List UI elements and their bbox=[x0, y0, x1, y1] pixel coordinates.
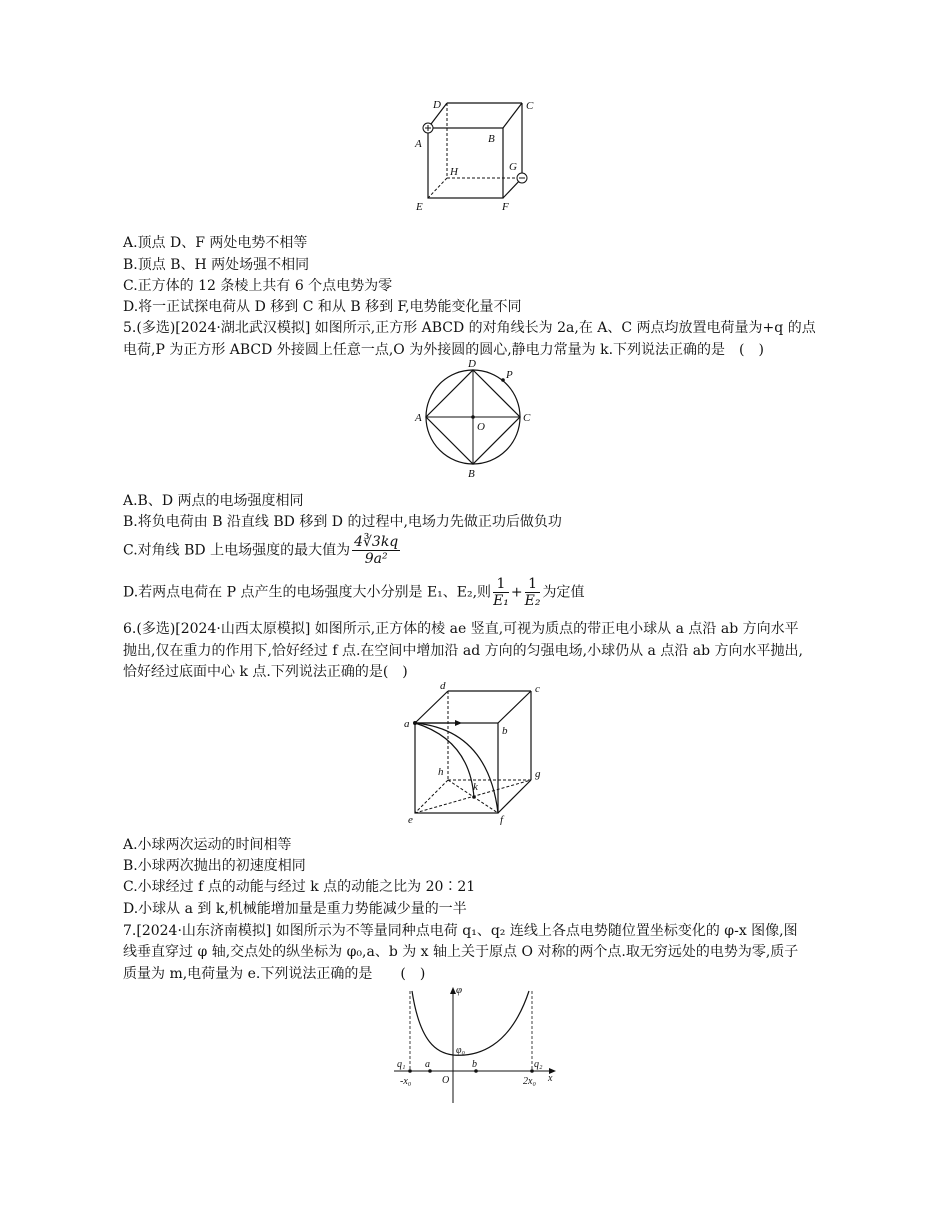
velocity-arrow-icon bbox=[455, 720, 462, 726]
svg-text:B: B bbox=[468, 468, 475, 480]
svg-text:C: C bbox=[523, 412, 531, 424]
q6-option-c: C.小球经过 f 点的动能与经过 k 点的动能之比为 20∶21 bbox=[123, 879, 476, 895]
svg-text:b: b bbox=[472, 1059, 477, 1070]
svg-text:D: D bbox=[468, 358, 476, 370]
svg-text:H: H bbox=[450, 166, 458, 178]
q6-stem-line1: 6.(多选)[2024·山西太原模拟] 如图所示,正方体的棱 ae 竖直,可视为质点的带正电小球从 a 点沿 ab 方向水平 bbox=[123, 621, 799, 637]
svg-text:A: A bbox=[415, 412, 422, 424]
square-circle-figure bbox=[413, 355, 538, 480]
svg-text:e: e bbox=[408, 814, 413, 825]
q7-stem-line2: 线垂直穿过 φ 轴,交点处的纵坐标为 φ₀,a、b 为 x 轴上关于原点 O 对称的两个点.取无穷远处的电势为零,质子 bbox=[123, 944, 799, 960]
q7-stem-line3: 质量为 m,电荷量为 e.下列说法正确的是 ( ) bbox=[123, 966, 426, 982]
svg-text:E: E bbox=[416, 201, 423, 213]
cube-projectile-figure bbox=[400, 680, 555, 825]
svg-text:b: b bbox=[502, 725, 508, 737]
svg-text:f: f bbox=[500, 814, 504, 825]
q6-option-d: D.小球从 a 到 k,机械能增加量是重力势能减少量的一半 bbox=[123, 901, 467, 917]
svg-text:A: A bbox=[415, 138, 422, 150]
q4-option-d: D.将一正试探电荷从 D 移到 C 和从 B 移到 F,电势能变化量不同 bbox=[123, 299, 522, 315]
svg-text:q₁: q₁ bbox=[397, 1059, 406, 1070]
negative-charge-icon bbox=[517, 173, 527, 183]
svg-text:q₂: q₂ bbox=[534, 1059, 543, 1070]
q5-option-c-fraction: $\frac{4∛3kq}{\text{9a²}}$ bbox=[354, 534, 399, 567]
q7-stem-line1: 7.[2024·山东济南模拟] 如图所示为不等量同种点电荷 q₁、q₂ 连线上各点电势随位置坐标变化的 φ-x 图像,图 bbox=[123, 923, 798, 939]
svg-text:O: O bbox=[442, 1075, 450, 1086]
svg-text:g: g bbox=[535, 768, 541, 780]
svg-text:a: a bbox=[404, 718, 410, 730]
phi-x-graph-figure bbox=[392, 983, 564, 1108]
q5-option-c-text: C.对角线 BD 上电场强度的最大值为 bbox=[123, 542, 351, 559]
q4-option-c: C.正方体的 12 条棱上共有 6 个点电势为零 bbox=[123, 278, 393, 294]
svg-text:d: d bbox=[440, 680, 446, 692]
svg-text:D: D bbox=[433, 99, 441, 111]
q6-option-a: A.小球两次运动的时间相等 bbox=[123, 837, 292, 853]
svg-text:2x₀: 2x₀ bbox=[523, 1076, 536, 1087]
q5-option-d-frac2: $\frac{1}{\text{E₂}}$ bbox=[524, 576, 541, 609]
q5-option-b: B.将负电荷由 B 沿直线 BD 移到 D 的过程中,电场力先做正功后做负功 bbox=[123, 514, 562, 530]
q5-stem-line1: 5.(多选)[2024·湖北武汉模拟] 如图所示,正方形 ABCD 的对角线长为 2a,在 A、C 两点均放置电荷量为+q 的点 bbox=[123, 320, 816, 336]
svg-text:c: c bbox=[535, 683, 540, 695]
svg-text:k: k bbox=[473, 781, 478, 793]
q5-option-d: D.若两点电荷在 P 点产生的电场强度大小分别是 E₁、E₂,则 $\frac{1}{\text{E₁}}$ + $\frac{1}{\text{E₂}}$ 为定值 bbox=[123, 576, 585, 609]
svg-text:φ: φ bbox=[456, 984, 463, 996]
svg-text:h: h bbox=[438, 766, 444, 778]
q5-option-a: A.B、D 两点的电场强度相同 bbox=[123, 493, 304, 509]
positive-charge-icon bbox=[423, 123, 433, 133]
q5-option-d-text: D.若两点电荷在 P 点产生的电场强度大小分别是 E₁、E₂,则 bbox=[123, 584, 492, 601]
svg-text:-x₀: -x₀ bbox=[400, 1076, 412, 1087]
svg-text:F: F bbox=[502, 201, 509, 213]
svg-text:φ₀: φ₀ bbox=[456, 1045, 466, 1056]
q4-option-b: B.顶点 B、H 两处场强不相同 bbox=[123, 257, 310, 273]
q4-option-a: A.顶点 D、F 两处电势不相等 bbox=[123, 235, 308, 251]
svg-text:x: x bbox=[548, 1073, 553, 1084]
q6-stem-line3: 恰好经过底面中心 k 点.下列说法正确的是( ) bbox=[123, 664, 408, 680]
svg-text:C: C bbox=[526, 100, 534, 112]
svg-text:P: P bbox=[506, 369, 513, 381]
q5-option-d-frac1: $\frac{1}{\text{E₁}}$ bbox=[493, 576, 509, 609]
svg-text:B: B bbox=[488, 133, 495, 145]
q6-stem-line2: 抛出,仅在重力的作用下,恰好经过 f 点.在空间中增加沿 ad 方向的匀强电场,小球仍从 a 点沿 ab 方向水平抛出, bbox=[123, 643, 803, 659]
cube-charges-figure bbox=[410, 95, 535, 215]
q5-option-c bbox=[123, 534, 402, 567]
svg-text:O: O bbox=[477, 421, 485, 433]
q5-stem-line2: 电荷,P 为正方形 ABCD 外接圆上任意一点,O 为外接圆的圆心,静电力常量为 k.下列说法正确的是 ( ) bbox=[123, 342, 764, 358]
svg-text:a: a bbox=[425, 1059, 430, 1070]
q6-option-b: B.小球两次抛出的初速度相同 bbox=[123, 858, 306, 874]
svg-text:G: G bbox=[509, 161, 517, 173]
